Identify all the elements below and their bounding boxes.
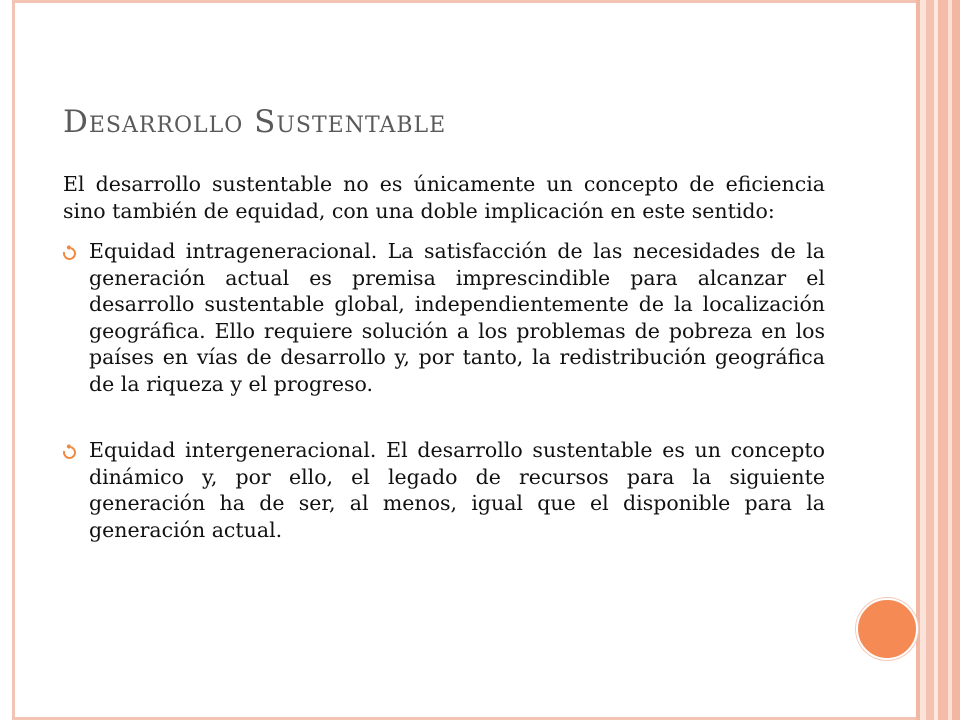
decorative-stripes: [916, 0, 960, 720]
slide-title: Desarrollo Sustentable: [63, 104, 447, 140]
intro-paragraph: El desarrollo sustentable no es únicamente un concepto de eficiencia sino también de equidad, con una doble implicación en este sentido:: [63, 172, 825, 223]
bullet-text: Equidad intergeneracional. El desarrollo sustentable es un concepto dinámico y, por ello, el legado de recursos para la siguiente generación ha de ser, al menos, igual que el disponible para la generación actual.: [89, 438, 825, 542]
bullet-item: [63, 437, 825, 543]
bullet-text: Equidad intrageneracional. La satisfacción de las necesidades de la generación actual es premisa imprescindible para alcanzar el desarrollo sustentable global, independientemente de la localización geográfica. Ello requiere solución a los problemas de pobreza en los países en vías de desarrollo y, por tanto, la redistribución geográfica de la riqueza y el progreso.: [89, 239, 825, 396]
frame-left-border: [12, 0, 15, 720]
bullet-ring-icon: [61, 444, 79, 462]
decorative-orange-circle: [856, 598, 918, 660]
bullet-item: [63, 238, 825, 397]
frame-top-border: [12, 0, 920, 3]
slide-content: [63, 171, 825, 543]
bullet-ring-icon: [61, 245, 79, 263]
